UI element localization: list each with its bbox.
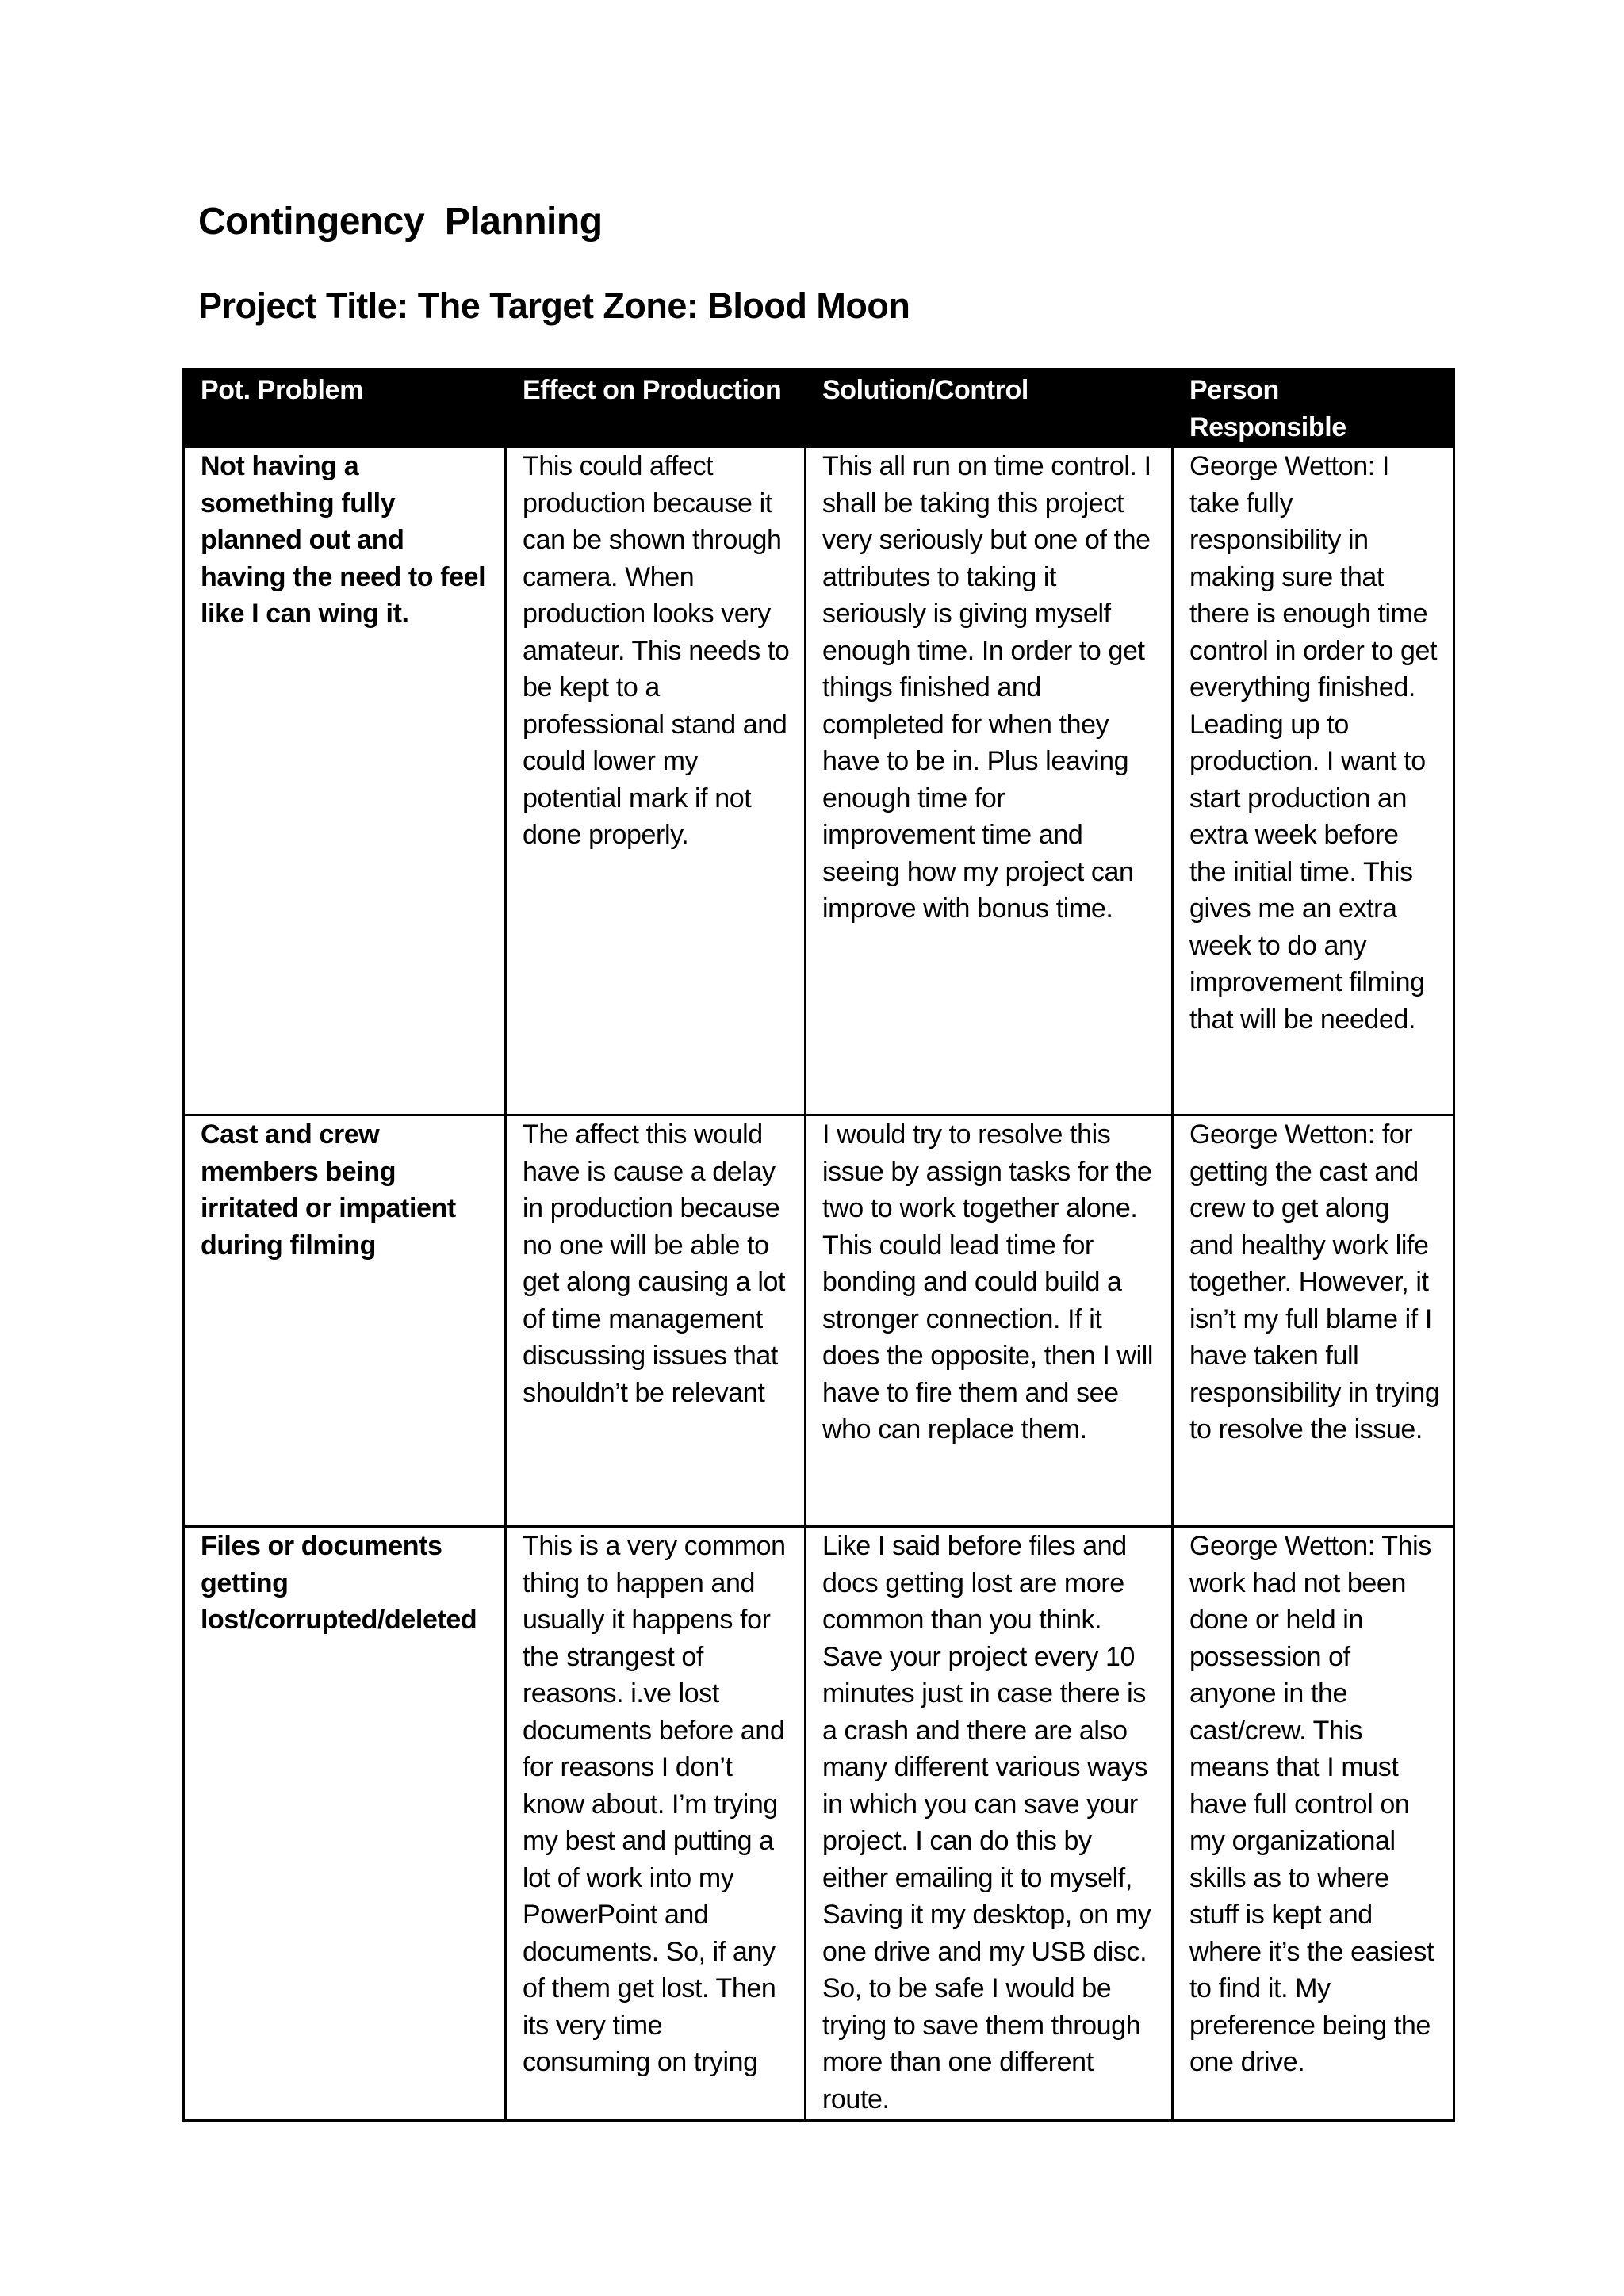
contingency-table	[182, 368, 1455, 2122]
cell-person: George Wetton: I take fully responsibility in making sure that there is enough time control in order to get everything finished. Leading up to production. I want to start production an extra week before the initial time. This gives me an extra week to do any improvement filming that will be needed.	[1173, 447, 1454, 1115]
cell-problem: Files or documents getting lost/corrupted/deleted	[184, 1527, 506, 2121]
cell-effect: This is a very common thing to happen and usually it happens for the strangest of reasons. i.ve lost documents before and for reasons I don’t know about. I’m trying my best and putting a lot of work into my PowerPoint and documents. So, if any of them get lost. Then its very time consuming on trying	[506, 1527, 806, 2121]
header-solution: Solution/Control	[806, 369, 1173, 447]
table-header-row	[184, 369, 1454, 447]
cell-problem: Cast and crew members being irritated or impatient during filming	[184, 1115, 506, 1527]
cell-solution: This all run on time control. I shall be taking this project very seriously but one of the attributes to taking it seriously is giving myself enough time. In order to get things finished and completed for when they have to be in. Plus leaving enough time for improvement time and seeing how my project can improve with bonus time.	[806, 447, 1173, 1115]
cell-problem: Not having a something fully planned out and having the need to feel like I can wing it.	[184, 447, 506, 1115]
table-row	[184, 447, 1454, 1115]
project-title: Project Title: The Target Zone: Blood Moon	[198, 285, 910, 326]
cell-person: George Wetton: This work had not been done or held in possession of anyone in the cast/crew. This means that I must have full control on my organizational skills as to where stuff is kept and where it’s the easiest to find it. My preference being the one drive.	[1173, 1527, 1454, 2121]
header-effect: Effect on Production	[506, 369, 806, 447]
header-problem: Pot. Problem	[184, 369, 506, 447]
document-title: Contingency Planning	[198, 201, 603, 243]
cell-solution: I would try to resolve this issue by assign tasks for the two to work together alone. This could lead time for bonding and could build a stronger connection. If it does the opposite, then I will have to fire them and see who can replace them.	[806, 1115, 1173, 1527]
header-person: Person Responsible	[1173, 369, 1454, 447]
table-row	[184, 1115, 1454, 1527]
cell-person: George Wetton: for getting the cast and crew to get along and healthy work life together. However, it isn’t my full blame if I have taken full responsibility in trying to resolve the issue.	[1173, 1115, 1454, 1527]
cell-solution: Like I said before files and docs getting lost are more common than you think. Save your project every 10 minutes just in case there is a crash and there are also many different various ways in which you can save your project. I can do this by either emailing it to myself, Saving it my desktop, on my one drive and my USB disc. So, to be safe I would be trying to save them through more than one different route.	[806, 1527, 1173, 2121]
table-row	[184, 1527, 1454, 2121]
cell-effect: The affect this would have is cause a delay in production because no one will be able to get along causing a lot of time management discussing issues that shouldn’t be relevant	[506, 1115, 806, 1527]
cell-effect: This could affect production because it can be shown through camera. When production looks very amateur. This needs to be kept to a professional stand and could lower my potential mark if not done properly.	[506, 447, 806, 1115]
